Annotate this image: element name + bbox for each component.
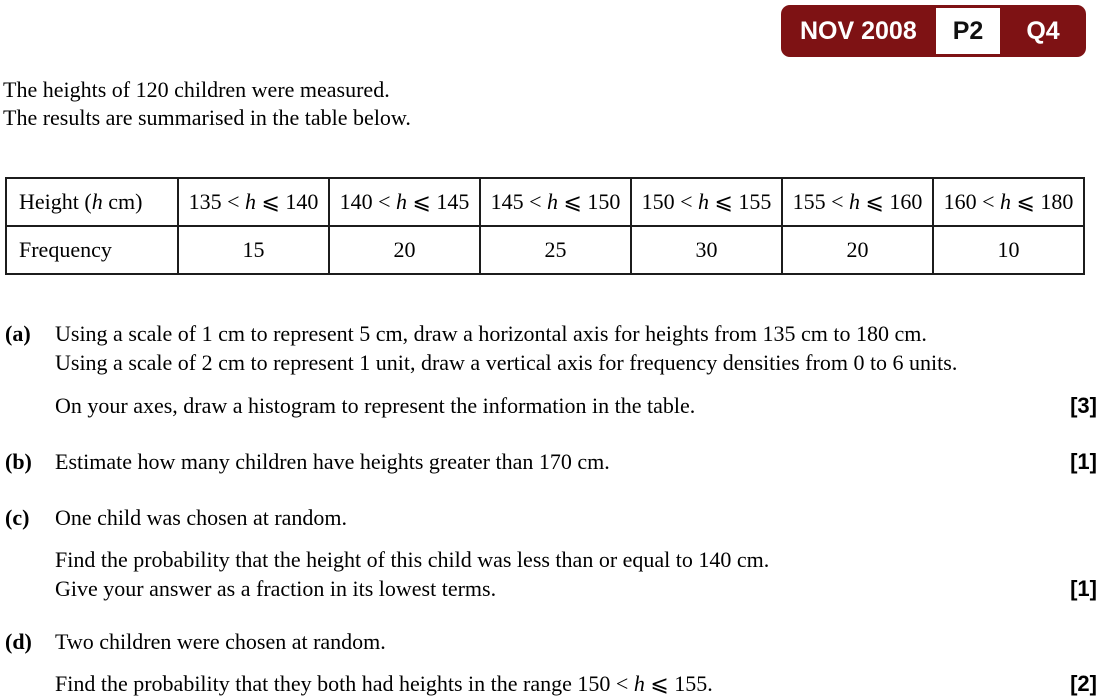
table-cell-frequency-0: 15 bbox=[178, 226, 329, 274]
question-a-label: (a) bbox=[5, 321, 31, 346]
intro-paragraph bbox=[3, 76, 411, 132]
question-a-marks: [3] bbox=[1070, 393, 1097, 418]
table-cell-frequency-1: 20 bbox=[329, 226, 480, 274]
table-row-frequency bbox=[6, 226, 1084, 274]
table-cell-interval-3: 150 < h ⩽ 155 bbox=[631, 178, 782, 226]
table-cell-frequency-3: 30 bbox=[631, 226, 782, 274]
question-b-marks: [1] bbox=[1070, 449, 1097, 474]
question-c-line-1: Find the probability that the height of this child was less than or equal to 140 cm. bbox=[55, 547, 770, 572]
table-cell-interval-4: 155 < h ⩽ 160 bbox=[782, 178, 933, 226]
intro-line-2: The results are summarised in the table below. bbox=[3, 105, 411, 130]
table-header-frequency: Frequency bbox=[6, 226, 178, 274]
badge-session-label: NOV 2008 bbox=[800, 16, 917, 45]
question-c-lines bbox=[55, 546, 1028, 603]
question-d-marks: [2] bbox=[1070, 671, 1097, 696]
table-cell-frequency-4: 20 bbox=[782, 226, 933, 274]
question-a-task: On your axes, draw a histogram to represent the information in the table. bbox=[55, 393, 696, 418]
frequency-table bbox=[5, 177, 1085, 275]
question-b-text: Estimate how many children have heights greater than 170 cm. bbox=[55, 449, 610, 474]
question-c-line-2: Give your answer as a fraction in its lowest terms. bbox=[55, 575, 497, 601]
badge-question-label: Q4 bbox=[1026, 16, 1060, 45]
intro-line-1: The heights of 120 children were measured. bbox=[3, 77, 390, 102]
table-cell-interval-0: 135 < h ⩽ 140 bbox=[178, 178, 329, 226]
question-c-intro: One child was chosen at random. bbox=[55, 505, 348, 530]
question-d-intro: Two children were chosen at random. bbox=[55, 629, 386, 654]
question-d-task: Find the probability that they both had heights in the range 150 < h ⩽ 155. bbox=[55, 671, 713, 696]
question-c-marks: [1] bbox=[1070, 575, 1097, 601]
question-a-line-1: Using a scale of 1 cm to represent 5 cm, draw a horizontal axis for heights from 135 cm to 180 cm. bbox=[55, 321, 927, 346]
table-cell-interval-5: 160 < h ⩽ 180 bbox=[933, 178, 1084, 226]
question-b-label: (b) bbox=[5, 449, 32, 474]
table-row-height bbox=[6, 178, 1084, 226]
table-cell-frequency-5: 10 bbox=[933, 226, 1084, 274]
badge-paper-label: P2 bbox=[936, 8, 1001, 54]
question-a-text bbox=[55, 320, 1028, 377]
table-header-height: Height (h cm) bbox=[6, 178, 178, 226]
table-cell-interval-2: 145 < h ⩽ 150 bbox=[480, 178, 631, 226]
table-cell-interval-1: 140 < h ⩽ 145 bbox=[329, 178, 480, 226]
question-c-label: (c) bbox=[5, 505, 30, 530]
question-a-line-2: Using a scale of 2 cm to represent 1 unit, draw a vertical axis for frequency densities from 0 to 6 units. bbox=[55, 349, 958, 375]
table-cell-frequency-2: 25 bbox=[480, 226, 631, 274]
question-reference-badge bbox=[781, 5, 1086, 57]
question-d-label: (d) bbox=[5, 629, 32, 654]
